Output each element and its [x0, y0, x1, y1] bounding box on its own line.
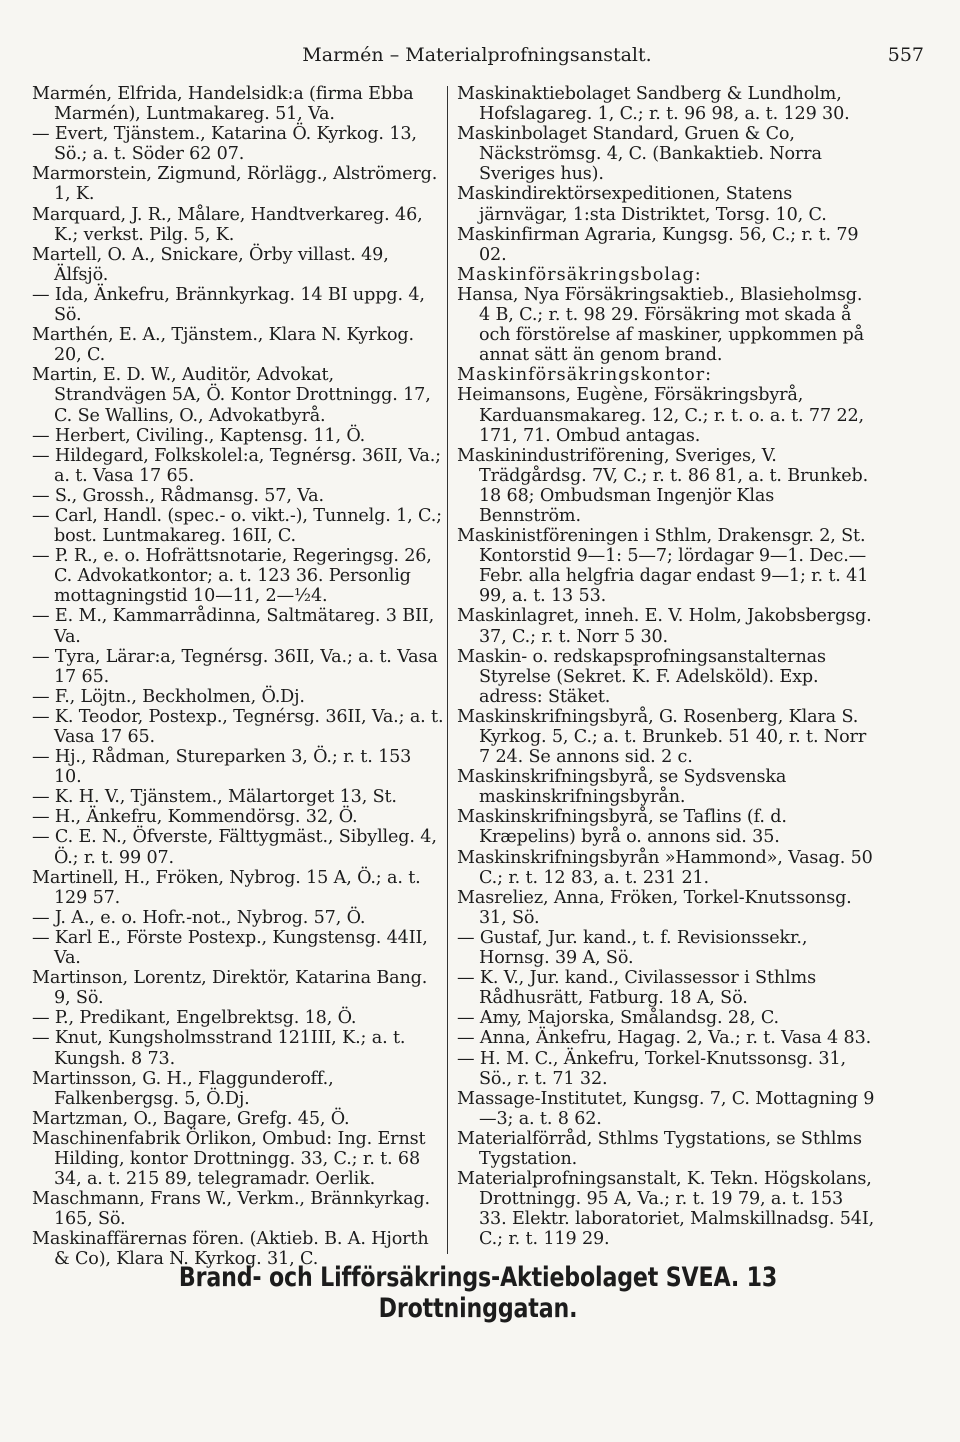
directory-entry: Maskinfirman Agraria, Kungsg. 56, C.; r. t. 79 02. [457, 224, 859, 265]
directory-entry: — K. H. V., Tjänstem., Mälartorget 13, St. [32, 787, 397, 808]
directory-entry: — S., Grossh., Rådmansg. 57, Va. [32, 485, 324, 506]
directory-entry: Maschmann, Frans W., Verkm., Brännkyrkag. 165, Sö. [32, 1189, 430, 1230]
directory-entry: — Hildegard, Folkskolel:a, Tegnérsg. 36II, Va.; a. t. Vasa 17 65. [32, 445, 441, 486]
directory-entry: — Hj., Rådman, Stureparken 3, Ö.; r. t. 153 10. [32, 747, 412, 788]
right-column [457, 84, 875, 1249]
directory-entry: Maskinaffärernas fören. (Aktieb. B. A. Hjorth & Co), Klara N. Kyrkog. 31, C. [32, 1229, 429, 1270]
advertisement-banner: Brand- och Lifförsäkrings-Aktiebolaget SVEA. 13 Drottninggatan. [178, 1262, 778, 1324]
page-number: 557 [887, 44, 924, 66]
directory-entry: Hansa, Nya Försäkringsaktieb., Blasieholmsg. 4 B, C.; r. t. 98 29. Försäkring mot skada å och förstörelse af maskiner, uppkommen på annat sätt än genom brand. [457, 284, 864, 366]
directory-entry: — J. A., e. o. Hofr.-not., Nybrog. 57, Ö. [32, 907, 366, 928]
directory-entry: Marthén, E. A., Tjänstem., Klara N. Kyrkog. 20, C. [32, 325, 414, 366]
directory-entry: Maskin- o. redskapsprofningsanstalternas Styrelse (Sekret. K. F. Adelsköld). Exp. adress: Stäket. [457, 646, 826, 707]
directory-entry: Maskinförsäkringskontor: [457, 365, 713, 386]
directory-entry: — Amy, Majorska, Smålandsg. 28, C. [457, 1008, 779, 1029]
directory-entry: Marmén, Elfrida, Handelsidk:a (firma Ebba Marmén), Luntmakareg. 51, Va. [32, 84, 414, 125]
directory-entry: Maskinskrifningsbyrå, G. Rosenberg, Klara S. Kyrkog. 5, C.; a. t. Brunkeb. 51 40, r. t. Norr 7 24. Se annons sid. 2 c. [457, 706, 867, 768]
directory-entry: Maskinskrifningsbyrån »Hammond», Vasag. 50 C.; r. t. 12 83, a. t. 231 21. [457, 847, 873, 888]
directory-entry: — Ida, Änkefru, Brännkyrkag. 14 BI uppg. 4, Sö. [32, 284, 425, 326]
directory-entry: Maschinenfabrik Örlikon, Ombud: Ing. Ernst Hilding, kontor Drottningg. 33, C.; r. t. 68 34, a. t. 215 89, telegramadr. Oerlik. [32, 1128, 426, 1190]
directory-entry: Maskinaktiebolaget Sandberg & Lundholm, Hofslagareg. 1, C.; r. t. 96 98, a. t. 129 30. [457, 84, 850, 125]
directory-entry: Marquard, J. R., Målare, Handtverkareg. 46, K.; verkst. Pilg. 5, K. [32, 204, 423, 245]
directory-entry: Martinson, Lorentz, Direktör, Katarina Bang. 9, Sö. [32, 968, 428, 1009]
directory-entry: — Tyra, Lärar:a, Tegnérsg. 36II, Va.; a. t. Vasa 17 65. [32, 646, 438, 687]
running-title: Marmén – Materialprofningsanstalt. [302, 44, 652, 66]
directory-entry: Massage-Institutet, Kungsg. 7, C. Mottagning 9—3; a. t. 8 62. [457, 1088, 875, 1129]
directory-entry: Masreliez, Anna, Fröken, Torkel-Knutssonsg. 31, Sö. [457, 887, 852, 928]
directory-entry: Maskindirektörsexpeditionen, Statens järnvägar, 1:sta Distriktet, Torsg. 10, C. [457, 184, 827, 225]
directory-entry: Heimansons, Eugène, Försäkringsbyrå, Karduansmakareg. 12, C.; r. t. o. a. t. 77 22, 171, 71. Ombud antagas. [457, 385, 864, 446]
directory-entry: Maskinskrifningsbyrå, se Taflins (f. d. Kræpelins) byrå o. annons sid. 35. [457, 807, 787, 848]
directory-entry: Martinsson, G. H., Flaggunderoff., Falkenbergsg. 5, Ö.Dj. [32, 1068, 334, 1109]
directory-entry: — Anna, Änkefru, Hagag. 2, Va.; r. t. Vasa 4 83. [457, 1028, 872, 1049]
directory-entry: Maskinförsäkringsbolag: [457, 264, 702, 285]
directory-entry: — Gustaf, Jur. kand., t. f. Revisionssekr., Hornsg. 39 A, Sö. [457, 927, 808, 969]
directory-entry: Maskinistföreningen i Sthlm, Drakensgr. 2, St. Kontorstid 9—1: 5—7; lördagar 9—1. Dec.—Febr. alla helgfria dagar endast 9—1; r. t. 41 99, a. t. 13 53. [457, 526, 869, 607]
page-header [30, 44, 924, 74]
directory-entry: Martell, O. A., Snickare, Örby villast. 49, Älfsjö. [32, 244, 389, 285]
directory-entry: — Karl E., Förste Postexp., Kungstensg. 44II, Va. [32, 927, 428, 969]
directory-entry: — C. E. N., Öfverste, Fälttygmäst., Sibylleg. 4, Ö.; r. t. 99 07. [32, 827, 437, 868]
directory-entry: — Knut, Kungsholmsstrand 121III, K.; a. t. Kungsh. 8 73. [32, 1028, 406, 1069]
directory-entry: — K. V., Jur. kand., Civilassessor i Sthlms Rådhusrätt, Fatburg. 18 A, Sö. [457, 968, 816, 1009]
directory-entry: — K. Teodor, Postexp., Tegnérsg. 36II, Va.; a. t. Vasa 17 65. [32, 706, 444, 747]
directory-entry: — Evert, Tjänstem., Katarina Ö. Kyrkog. 13, Sö.; a. t. Söder 62 07. [32, 124, 417, 165]
directory-entry: Materialförråd, Sthlms Tygstations, se Sthlms Tygstation. [457, 1128, 862, 1169]
directory-entry: — Carl, Handl. (spec.- o. vikt.-), Tunnelg. 1, C.; bost. Luntmakareg. 16II, C. [32, 505, 442, 547]
directory-entry: Maskinindustriförening, Sveriges, V. Trädgårdsg. 7V, C.; r. t. 86 81, a. t. Brunkeb. 18 68; Ombudsman Ingenjör Klas Bennström. [457, 445, 869, 526]
column-divider [447, 86, 448, 1254]
directory-entry: — E. M., Kammarrådinna, Saltmätareg. 3 BII, Va. [32, 606, 435, 647]
directory-entry: — P. R., e. o. Hofrättsnotarie, Regeringsg. 26, C. Advokatkontor; a. t. 123 36. Personlig mottagningstid 10—11, 2—½4. [32, 546, 432, 607]
directory-entry: Materialprofningsanstalt, K. Tekn. Högskolans, Drottningg. 95 A, Va.; r. t. 19 79, a. t. 153 33. Elektr. laboratoriet, Malmskillnadsg. 54I, C.; r. t. 119 29. [457, 1169, 875, 1250]
directory-entry: — H., Änkefru, Kommendörsg. 32, Ö. [32, 807, 358, 828]
directory-entry: Maskinbolaget Standard, Gruen & Co, Näckströmsg. 4, C. (Bankaktieb. Norra Sveriges hus). [457, 124, 822, 185]
directory-entry: — P., Predikant, Engelbrektsg. 18, Ö. [32, 1008, 357, 1029]
left-column [32, 84, 444, 1270]
directory-entry: Martin, E. D. W., Auditör, Advokat, Strandvägen 5A, Ö. Kontor Drottningg. 17, C. Se Wallins, O., Advokatbyrå. [32, 365, 431, 426]
directory-entry: — Herbert, Civiling., Kaptensg. 11, Ö. [32, 425, 366, 446]
directory-entry: Martinell, H., Fröken, Nybrog. 15 A, Ö.; a. t. 129 57. [32, 867, 421, 908]
directory-entry: Martzman, O., Bagare, Grefg. 45, Ö. [32, 1108, 350, 1129]
directory-entry: — H. M. C., Änkefru, Torkel-Knutssonsg. 31, Sö., r. t. 71 32. [457, 1048, 846, 1089]
directory-entry: Marmorstein, Zigmund, Rörlägg., Alströmerg. 1, K. [32, 164, 438, 205]
directory-entry: Maskinskrifningsbyrå, se Sydsvenska maskinskrifningsbyrån. [457, 767, 787, 808]
directory-entry: Maskinlagret, inneh. E. V. Holm, Jakobsbergsg. 37, C.; r. t. Norr 5 30. [457, 606, 872, 647]
directory-entry: — F., Löjtn., Beckholmen, Ö.Dj. [32, 686, 305, 707]
